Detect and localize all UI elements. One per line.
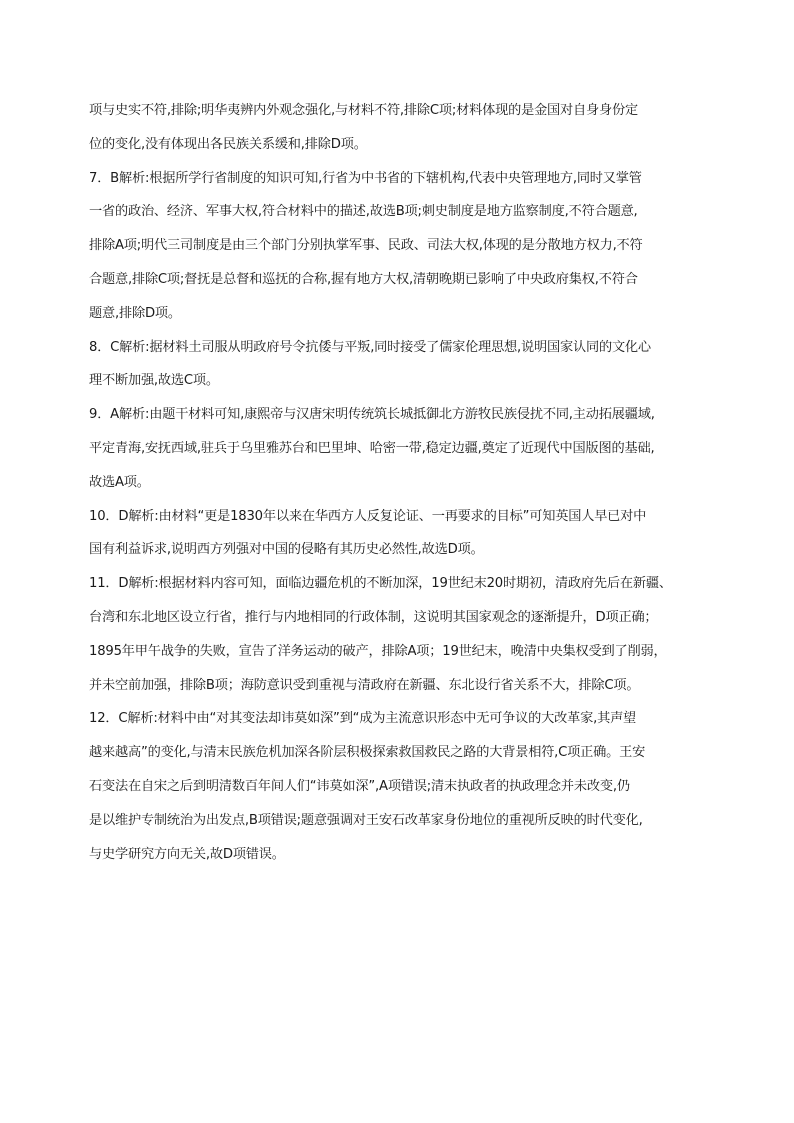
text-line: 石变法在自宋之后到明清数百年间人们“讳莫如深”,A项错误;清末执政者的执政理念并未改变,仍 [89,778,630,794]
answer-explanations [89,94,709,871]
text-line: 并未空前加强，排除B项；海防意识受到重视与清政府在新疆、东北设行省关系不大，排除C项。 [89,677,640,693]
text-line: 题意,排除D项。 [89,305,181,321]
text-line: 台湾和东北地区设立行省，推行与内地相同的行政体制，这说明其国家观念的逐渐提升，D项正确； [89,609,658,625]
text-line: 一省的政治、经济、军事大权,符合材料中的描述,故选B项;刺史制度是地方监察制度,不符合题意, [89,204,638,220]
text-line: 8．C解析:据材料土司服从明政府号令抗倭与平叛,同时接受了儒家伦理思想,说明国家认同的文化心 [89,339,651,355]
text-line: 国有利益诉求,说明西方列强对中国的侵略有其历史必然性,故选D项。 [89,542,484,558]
text-line: 11．D解析:根据材料内容可知，面临边疆危机的不断加深，19世纪末20时期初，清政府先后在新疆、 [89,576,672,592]
text-line: 7．B解析:根据所学行省制度的知识可知,行省为中书省的下辖机构,代表中央管理地方,同时又掌管 [89,170,642,186]
text-line: 9．A解析:由题干材料可知,康熙帝与汉唐宋明传统筑长城抵御北方游牧民族侵扰不同,主动拓展疆域, [89,407,655,423]
text-line: 10．D解析:由材料“更是1830年以来在华西方人反复论证、一再要求的目标”可知英国人早已对中 [89,508,647,524]
text-line: 位的变化,没有体现出各民族关系缓和,排除D项。 [89,136,367,152]
text-line: 理不断加强,故选C项。 [89,373,219,389]
text-line: 是以维护专制统治为出发点,B项错误;题意强调对王安石改革家身份地位的重视所反映的时代变化, [89,812,643,828]
text-line: 平定青海,安抚西域,驻兵于乌里雅苏台和巴里坤、哈密一带,稳定边疆,奠定了近现代中国版图的基础, [89,440,655,456]
text-line: 越来越高”的变化,与清末民族危机加深各阶层积极探索救国救民之路的大背景相符,C项正确。王安 [89,745,646,761]
text-line: 故选A项。 [89,474,150,490]
text-line: 合题意,排除C项;督抚是总督和巡抚的合称,握有地方大权,清朝晚期已影响了中央政府集权,不符合 [89,271,638,287]
text-line: 1895年甲午战争的失败，宣告了洋务运动的破产，排除A项；19世纪末，晚清中央集权受到了削弱， [89,643,667,659]
text-line: 排除A项;明代三司制度是由三个部门分别执掌军事、民政、司法大权,体现的是分散地方权力,不符 [89,238,643,254]
text-line: 项与史实不符,排除;明华夷辨内外观念强化,与材料不符,排除C项;材料体现的是金国对自身身份定 [89,103,638,118]
text-line: 与史学研究方向无关,故D项错误。 [89,846,285,862]
text-line: 12．C解析:材料中由“对其变法却讳莫如深”到“成为主流意识形态中无可争议的大改革家,其声望 [89,711,637,727]
